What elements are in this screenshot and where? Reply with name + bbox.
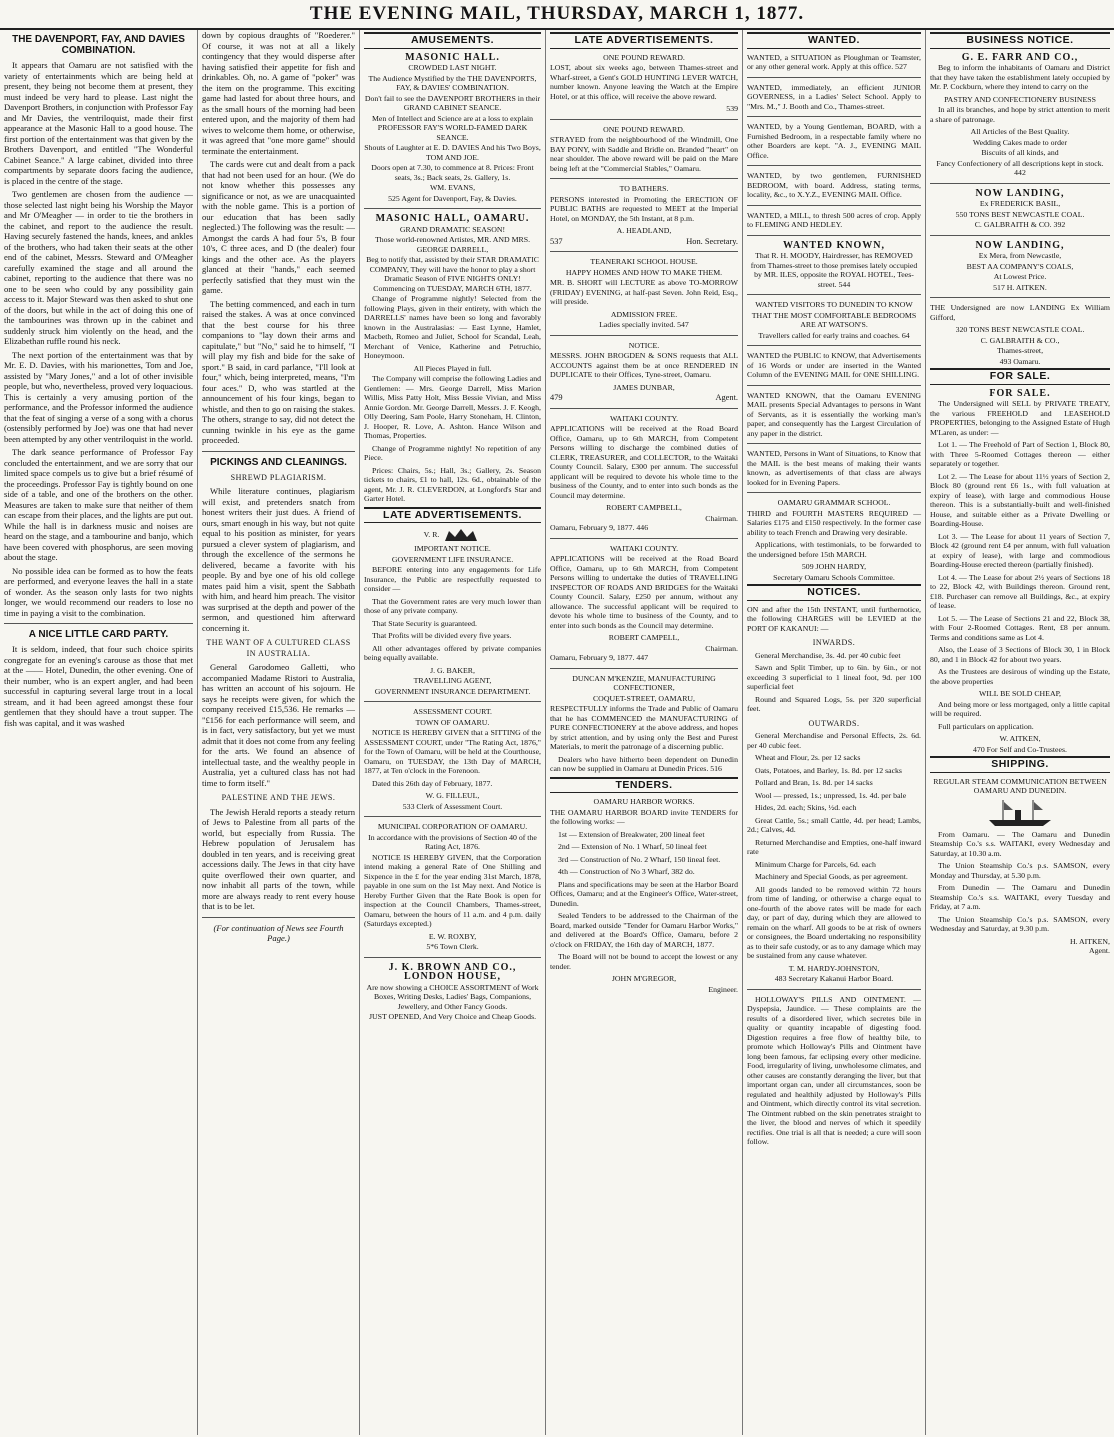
ad-footer: Travellers called for early trains and coaches. 64 xyxy=(758,330,910,340)
ad-title: ONE POUND REWARD. xyxy=(603,52,685,62)
article-paragraph: down by copious draughts of "Roederer." Of course, it was not at all a likely contingency that they would disperse after having satisfied their appetite for fish and drinkables. Oh, no. A game of "poker" was the item on the programme. This exciting game had lasted for about three hours, and as the small hours of the morning had been entered upon, and the majority of them had wives to welcome them home, or otherwise, it was agreed that "one more game" should terminate the entertainment. xyxy=(202,30,355,156)
holloway-ad: HOLLOWAY'S PILLS AND OINTMENT. — Dyspepsia, Jaundice. — These complaints are the results of a disordered liver, which secretes bile in quality or quantity incapable of digesting food. Digestion requires a free flow of healthy bile, to promote which Holloway's Pills and Ointment have long been famous, far eclipsing every other medicine. Food, irregularity of living, unwholesome climates, and other causes are constantly deranging the liver, but that important organ can, under all circumstances, soon be regulated and healthily adjusted by Holloway's Pills and Ointment, which directly control its vital secretion. The Ointment rubbed on the skin penetrates straight to the liver, the blood and nerves of which it speedily rectifies. One trial is all that is needed; a cure will soon follow. xyxy=(747,994,921,1146)
shipping-item: The Union Steamship Co.'s p.s. SAMSON, every Monday and Thursday, at 5.30 p.m. xyxy=(930,861,1110,880)
ad-signature: A. HEADLAND, xyxy=(616,226,672,235)
ad-title: OAMARU GRAMMAR SCHOOL. xyxy=(777,498,891,507)
ad-text: The Company will comprise the following Ladies and Gentlemen: — Mrs. George Darrell, Miss Marion Willis, Miss Patty Holt, Miss Bessie Vivian, and Miss Annie Gordon. Mr. George Darrell, Messrs. J. F. Keogh, Olly Deering, Sam Poole, Harry Stoneham, H. Clinton, J. Hooper, R. Love, A. Ashton. Hance Wilson and Thomas, Properties. xyxy=(364,374,541,440)
ad-signature: W. G. FILLEUL, xyxy=(425,791,480,800)
ad-role: Hon. Secretary. xyxy=(686,236,738,246)
ad-subtitle: CROWDED LAST NIGHT. xyxy=(408,63,497,72)
ad-title: TO BATHERS. xyxy=(619,184,669,193)
ad-text: Men of Intellect and Science are at a loss to explain PROFESSOR FAY'S WORLD-FAMED DARK SEANCE. xyxy=(371,113,534,142)
masthead: THE EVENING MAIL, THURSDAY, MARCH 1, 1877. xyxy=(0,0,1114,30)
article-paragraph: No possible idea can be formed as to how the feats are performed, and everyone leaves the hall in a state of wonder. As the season only lasts for two nights longer, we would recommend our readers to lose no time in paying a visit to the combination. xyxy=(4,565,193,618)
ad-role: Agent. xyxy=(1088,946,1110,955)
divider xyxy=(930,235,1110,236)
notice-subhead: INWARDS. xyxy=(812,638,856,647)
section-header-tenders: TENDERS. xyxy=(550,777,738,794)
tender-item: 2nd — Extension of No. 1 Wharf, 50 lineal feet xyxy=(558,842,707,851)
notice-item: Hides, 2d. each; Skins, ½d. each xyxy=(755,803,857,812)
ad-text: THIRD and FOURTH MASTERS REQUIRED — Salaries £175 and £150 respectively. In the former case ability to teach French and Drawing very desirable. xyxy=(747,508,921,537)
sale-lot: Lot 3. — The Lease for about 11 years of Section 7, Block 42 (ground rent £4 per annum, with full valuation at expiry of lease), with large and commodious Boarding-House erected thereon (partially finished). xyxy=(930,531,1110,569)
article-headline: THE DAVENPORT, FAY, AND DAVIES COMBINATION. xyxy=(12,34,185,56)
ad-text: BEFORE entering into any engagements for Life Insurance, the Public are respectfully requested to consider — xyxy=(364,565,541,593)
article-paragraph: The Jewish Herald reports a steady return of Jews to Palestine from all parts of the world, but especially from Russia. The Hebrew population of Jerusalem has doubled in ten years, and is receiving great accessions daily. The Jews in that city have quite overflowed their own quarter, and now inhabit all parts of the town, while more are always ready to rent every house that is to be let. xyxy=(202,806,355,911)
ad-text: At Lowest Price. xyxy=(993,272,1047,281)
ad-role: Chairman. xyxy=(705,513,738,523)
ad-text: MR. B. SHORT will LECTURE as above TO-MORROW (FRIDAY) EVENING, at half-past Seven. John Reid, Esq., will preside. xyxy=(550,278,738,306)
ad-text: APPLICATIONS will be received at the Road Board Office, Oamaru, up to 6th MARCH, from Competent Persons willing to undertake the duties of TRAVELLING INSPECTOR OF ROADS AND BRIDGES for the Waitaki County Council. Salary, £250 per annum, without any allowance. The successful applicant will be required to devote his whole time to business of the County, and to enter into such bonds as the Council may determine. xyxy=(550,554,738,630)
divider xyxy=(4,623,193,624)
wanted-ad: THAT THE MOST COMFORTABLE BEDROOMS ARE AT WATSON'S. xyxy=(751,310,917,329)
ad-text: As the Trustees are desirous of winding up the Estate, the above properties xyxy=(930,667,1110,686)
notice-item: Wool — pressed, 1s.; unpressed, 1s. 4d. per bale xyxy=(755,790,907,800)
ad-text: 320 TONS BEST NEWCASTLE COAL. xyxy=(955,325,1085,334)
wanted-ad: That R. H. MOODY, Hairdresser, has REMOVED from Thames-street to those premises lately occupied by MR. ILES, opposite the ROYAL HOTEL, Tees-street. 544 xyxy=(750,251,918,289)
ad-signature: JOHN M'GREGOR, xyxy=(611,974,677,983)
ad-title: NOW LANDING, xyxy=(975,187,1065,199)
notice-item: Great Cattle, 5s.; small Cattle, 4d. per head; Lambs, 2d.; Calves, 4d. xyxy=(747,815,921,834)
ad-title: OAMARU HARBOR WORKS. xyxy=(593,797,695,806)
ad-text: Wedding Cakes made to order xyxy=(972,137,1068,147)
ad-text: Shouts of Laughter at E. D. DAVIES And his Two Boys, TOM AND JOE. xyxy=(364,143,541,162)
section-header-notices: NOTICES. xyxy=(747,584,921,601)
notice-item: Wheat and Flour, 2s. per 12 sacks xyxy=(755,753,861,762)
column-6 xyxy=(926,30,1114,1435)
divider xyxy=(550,335,738,336)
ad-date: Oamaru, February 9, 1877. 447 xyxy=(550,653,649,662)
divider xyxy=(747,294,921,295)
divider xyxy=(747,385,921,386)
divider xyxy=(930,297,1110,298)
ad-text: That Profits will be divided every five years. xyxy=(372,631,512,640)
sale-lot: Lot 1. — The Freehold of Part of Section 1, Block 80, with Three 5-Roomed Cottages thereon — either separately or together. xyxy=(930,440,1110,468)
notice-text: All goods landed to be removed within 72 hours from time of landing, or otherwise a charge equal to one-fourth of the above rates will be made for each day, or part of day, during which they are allowed to remain on the wharf. All goods to be at risk of owners or consignees, the Board undertaking no responsibility as to their safe custody, or as to any damage which may be sustained from any cause whatever. xyxy=(747,884,921,960)
ad-subtitle: GOVERNMENT LIFE INSURANCE. xyxy=(391,554,514,564)
ad-text: That State Security is guaranteed. xyxy=(372,618,478,628)
article-subhead: THE WANT OF A CULTURED CLASS IN AUSTRALIA. xyxy=(206,638,351,658)
ad-text: RESPECTFULLY informs the Trade and Public of Oamaru that he has COMMENCED the MANUFACTURING of PURE CONFECTIONERY at the above address, and hopes by strict attention, and by using only the Best and Purest Materials, to merit the patronage of a discerning public. xyxy=(550,704,738,751)
ad-text: That the Government rates are very much lower than those of any private company. xyxy=(364,596,541,615)
ad-subtitle: GRAND DRAMATIC SEASON! xyxy=(399,224,506,234)
notice-item: Sawn and Split Timber, up to 6in. by 6in., or not exceeding 3 superficial to 1 lineal foot, 9d. per 100 superficial feet xyxy=(747,663,921,691)
ad-title: NOTICE. xyxy=(628,340,660,350)
ad-footer: 493 Oamaru. xyxy=(999,356,1041,366)
ad-signature: JAMES DUNBAR, xyxy=(613,382,675,392)
divider xyxy=(364,208,541,209)
section-header-late-ads: LATE ADVERTISEMENTS. xyxy=(550,32,738,49)
ad-number: 537 xyxy=(550,236,563,246)
ad-signature: ROBERT CAMPELL, xyxy=(608,633,680,642)
section-header-late-ads: LATE ADVERTISEMENTS. xyxy=(364,507,541,524)
wanted-ad: WANTED, by two gentlemen, FURNISHED BEDROOM, with board. Address, stating terms, locality, &c., to X.Y.Z., EVENING MAIL Office. xyxy=(747,171,921,199)
notice-item: Round and Squared Logs, 5s. per 320 superficial feet. xyxy=(747,694,921,713)
ad-text: THE Undersigned are now LANDING Ex William Gifford, xyxy=(930,303,1110,322)
divider xyxy=(747,345,921,346)
column-4 xyxy=(546,30,743,1435)
ad-text: MESSRS. JOHN BROGDEN & SONS requests that ALL ACCOUNTS against them be at once RENDERED IN DUPLICATE to their Offices, Tyne-street, Oamaru. xyxy=(550,351,738,379)
notice-text: ON and after the 15th INSTANT, until furthernotice, the following CHARGES will be LEVIED at the PORT OF KAKANUI: — xyxy=(747,604,921,633)
ad-text: ADMISSION FREE. xyxy=(610,309,678,319)
shipping-item: From Oamaru. — The Oamaru and Dunedin Steamship Co.'s s.s. WAITAKI, every Wednesday and Saturday, at 10.30 a.m. xyxy=(930,829,1110,858)
ad-signature: TRAVELLING AGENT, xyxy=(413,676,492,685)
ad-date: Oamaru, February 9, 1877. 446 xyxy=(550,523,649,532)
section-header-shipping: SHIPPING. xyxy=(930,756,1110,773)
notice-item: Returned Merchandise and Empties, one-half inward rate xyxy=(747,837,921,856)
ad-signature: T. M. HARDY-JOHNSTON, xyxy=(788,963,880,973)
ad-role: Secretary Oamaru Schools Committee. xyxy=(773,572,895,582)
ad-text: Those world-renowned Artistes, MR. AND MRS. GEORGE DARRELL, xyxy=(374,235,531,254)
ad-text: Prices: Chairs, 5s.; Hall, 3s.; Gallery, 2s. Season tickets to chairs, £1 to hall, 12s. 6d., obtainable of the agent, Mr. J. R. CLEVERDON, at Longford's Star and Garter Hotel. xyxy=(364,465,541,503)
sale-lot: Lot 5. — The Lease of Sections 21 and 22, Block 38, with Four 2-Roomed Cottages. Rent, £8 per annum. Terms and conditions same as Lot 4. xyxy=(930,613,1110,642)
article-paragraph: While literature continues, plagiarism will exist, and pretenders snatch from honest writers their just dues. A friend of ours, smart enough in his way, but not quite equal to his position as minister, for years pursued a clever system of plagiarism, and through the excellence of the sermons he delivered, became a favorite with his people. By and bye one of his old college mates paid him a visit, spent the Sabbath with him, and heard him preach. The visitor was surprised at the depth and power of the sermon, and questioned him afterward concerning it. xyxy=(202,486,355,633)
continuation-note: (For continuation of News see Fourth Page.) xyxy=(213,922,344,943)
divider xyxy=(747,443,921,444)
ad-role: 483 Secretary Kakanui Harbor Board. xyxy=(774,974,894,983)
sale-lot: Also, the Lease of 3 Sections of Block 30, 1 in Block 80, and 1 in Block 42 for about two years. xyxy=(930,645,1110,664)
ad-text: Beg to notify that, assisted by their STAR DRAMATIC COMPANY, They will have the honor to play a short Dramatic Season of FIVE NIGHTS ONLY! Commencing on TUESDAY, MARCH 6TH, 1877. xyxy=(366,255,539,293)
article-subhead: SHREWD PLAGIARISM. xyxy=(230,472,327,482)
sale-lot: Lot 4. — The Lease for about 2½ years of Sections 18 to 22, Block 42, with Buildings thereon. Ground rent, £18. Purchaser can remove all Buildings, &c., at expiry of lease. xyxy=(930,572,1110,610)
ad-text: JUST OPENED, And Very Choice and Cheap Goods. xyxy=(368,1012,537,1021)
section-header-for-sale: FOR SALE. xyxy=(930,368,1110,385)
ad-text: 550 TONS BEST NEWCASTLE COAL. xyxy=(955,209,1085,219)
ad-title: WANTED VISITORS TO DUNEDIN TO KNOW xyxy=(755,300,913,309)
ad-subtitle: TOWN OF OAMARU. xyxy=(415,717,490,727)
ad-signature: C. GALBRAITH & CO. 392 xyxy=(974,220,1066,229)
divider xyxy=(747,492,921,493)
divider xyxy=(202,917,355,918)
sale-lot: Lot 2. — The Lease for about 11½ years of Section 2, Block 80 (ground rent £6 1s., with full valuation at expiry of lease), with large and commodious House thereon. This is a substantially-built and well-finished House, and suitable either as a Private Dwelling or Boarding-House. xyxy=(930,471,1110,528)
article-paragraph: It is seldom, indeed, that four such choice spirits congregate for an evening's carouse as those that met at the —— Hotel, Dunedin, the other evening. One of their number, who is an expert angler, and had been successful in capturing several large trout in a local stream, and it had been agreed amongst these four gentlemen that they should have a trout supper. The fish was capital, and it was washed xyxy=(4,644,193,728)
article-paragraph: The betting commenced, and each in turn raised the stakes. A was at once convinced that the best course for his three companions to "lay down their arms and capitulate," but "No," said he to himself, "I will play my fish and bide for the sake of sport." B said, in card parlance, "I'll look at four," which, being interpreted, means, "I'm four aces." D, who was startled at the announcement of his four kings, began to whistle, and then to go on raising the stakes. The others, strange to say, did not detect the cunning twinkle in his eye as the game proceeded. xyxy=(202,298,355,445)
shipping-item: From Dunedin — The Oamaru and Dunedin Steamship Co.'s s.s. WAITAKI, every Tuesday and Friday, at 7 a.m. xyxy=(930,883,1110,911)
ad-signature: 509 JOHN HARDY, xyxy=(801,562,867,571)
ad-title: ASSESSMENT COURT. xyxy=(413,707,492,716)
ad-text: All Articles of the Best Quality. xyxy=(970,127,1070,136)
shipping-item: The Union Steamship Co.'s p.s. SAMSON, every Wednesday and Saturday, at 9.30 p.m. xyxy=(930,914,1110,933)
ad-text: THE OAMARU HARBOR BOARD invite TENDERS for the following works: — xyxy=(550,807,738,826)
ad-number: 539 xyxy=(726,104,738,113)
ad-role: Engineer. xyxy=(708,984,738,994)
ad-signature: C. GALBRAITH & CO., xyxy=(980,335,1060,345)
article-paragraph: The next portion of the entertainment was that by Mr. E. D. Davies, with his marionettes, Tom and Joe, assisted by "Mary Jones," and a lot of other invisible people, but who, nevertheless, proved very loquacious. This is certainly a very amusing portion of the performance, and the Professor informed the audience that the feat of singing a verse of a song with a chorus (ostensibly performed by Joe) was one that had never been attempted by any other ventriloquist in the world. xyxy=(4,349,194,444)
article-paragraph: General Garodomeo Galletti, who accompanied Madame Ristori to Australia, has written an account of his sojourn. He says he receipts were given, for which the company received £15,536. He remarks — "£156 for each performance will seem, and is in fact, very satisfactory, but yet we must admit that it does not come from any feeling for the arts. We found an absence of intellectual taste, and the wealthy people in Australia, yet a cultured class has not had time to form itself." xyxy=(202,662,355,788)
crown-icon xyxy=(441,527,481,543)
column-5 xyxy=(743,30,926,1435)
ad-text: Thames-street, xyxy=(996,346,1044,355)
ad-text: Fancy Confectionery of all descriptions kept in stock. 442 xyxy=(936,158,1104,177)
ad-text: And being more or less mortgaged, only a little capital will be required. xyxy=(930,699,1110,718)
notice-item: Minimum Charge for Parcels, 6d. each xyxy=(755,859,876,869)
ad-title: NOW LANDING, xyxy=(975,239,1065,251)
ad-text: NOTICE IS HEREBY GIVEN, that the Corporation intend making a general Rate of One Shilling and Sixpence in the £ for the year ending 31st March, 1878, payable in one sum on the 1st May next. And Notice is Hereby Further Given that the Rate Book is open for inspection at the Council Chambers, Thames-street, Oamaru, between the hours of 11 a.m. and 4 p.m. daily (Saturdays excepted.) xyxy=(364,852,541,928)
notice-item: General Merchandise, 3s. 4d. per 40 cubic feet xyxy=(755,650,901,660)
divider xyxy=(550,251,738,252)
article-paragraph: The dark seance performance of Professor Fay concluded the entertainment, and we are sorry that our limited space compels us to give but a brief résumé of the proceedings. Professor Fay is tightly bound on one side of a table, and one of the brothers on the other. Measures are taken to make sure that neither of them can escape from their places, and the lights are put out. While the hall is in darkness music and noises are heard on the stage, and a tambourine and banjo, which have been covered with phosphorus, are seen moving about the stage. xyxy=(4,447,193,562)
ad-vr-text: V. R. xyxy=(423,529,440,539)
ad-text: The Audience Mystified by the THE DAVENPORTS, FAY, & DAVIES' COMBINATION. xyxy=(368,73,537,92)
ad-text: BEST AA COMPANY'S COALS, xyxy=(966,261,1074,271)
ad-footer-row xyxy=(550,237,738,247)
ad-signature: 517 H. AITKEN. xyxy=(993,282,1047,292)
ad-title: ONE POUND REWARD. xyxy=(603,124,685,134)
wanted-ad: WANTED the PUBLIC to KNOW, that Advertisements of 16 Words or under are inserted in the Wanted Column of the EVENING MAIL for ONE SHILLING. xyxy=(747,351,921,379)
notice-item: General Merchandise and Personal Effects, 2s. 6d. per 40 cubic feet. xyxy=(747,731,921,750)
ad-title: MASONIC HALL, OAMARU. xyxy=(375,213,530,224)
section-headline: PICKINGS AND CLEANINGS. xyxy=(210,456,347,468)
ad-text: APPLICATIONS will be received at the Road Board Office, Oamaru, up to 6th MARCH, from Competent Persons willing to discharge the combined duties of CLERK, TREASURER, and COLLECTOR, to the Waitaki County Council. Salary, £300 per annum. The successful applicant will be required to devote his whole time to the business of the County, and to enter into such bonds as the Council may determine. xyxy=(550,424,738,500)
ad-text: Don't fail to see the DAVENPORT BROTHERS in their GRAND CABINET SEANCE. xyxy=(364,93,541,112)
ad-footer: Ladies specially invited. 547 xyxy=(599,320,689,329)
article-paragraph: Two gentlemen are chosen from the audience — those selected last night being his Worship the Mayor and Mr O'Meagher — in order to tie the brothers in the cabinet, and report to the audience the result. Having securely fastened the hands, knees, and ankles of the brothers, who had taken their seats at the other end of the cabinet, Messrs. Steward and O'Meagher carefully examined the stage and all around the cabinet, reporting to the audience that there was no one to be seen who could by any possibility gain access to it. Major Steward was then asked to shut one of the doors, but while in the act of doing this one of the tambourines was thrown up in the cabinet and suddenly struck him violently on the head, and the Elizabethan ruffle round his neck. xyxy=(4,189,193,346)
ad-text: Sealed Tenders to be addressed to the Chairman of the Board, marked outside "Tender for Oamaru Harbor Works," and delivered at the Board's Office, Oamaru, before 2 o'clock on FRIDAY, the 16th day of MARCH, 1877. xyxy=(550,911,738,949)
column-2 xyxy=(198,30,360,1435)
divider xyxy=(747,77,921,78)
ad-text: PASTRY AND CONFECTIONERY BUSINESS xyxy=(944,94,1096,104)
tender-item: 3rd — Construction of No. 2 Wharf, 150 lineal feet. xyxy=(558,854,721,864)
ad-title: WAITAKI COUNTY. xyxy=(609,413,679,423)
ad-signature: WM. EVANS, xyxy=(429,183,476,192)
divider xyxy=(364,816,541,817)
tender-item: 4th — Construction of No 3 Wharf, 382 do. xyxy=(558,867,695,876)
ad-text: Change of Programme nightly! Selected from the following Plays, given in their entirety, with which the DARRELLS' names have been so long and favorably known in the Australasias: — East Lynne, Hamlet, Macbeth, Romeo and Juliet, School for Scandal, Leah, Merchant of Venice, Katherine and Petruchio, Honeymoon. xyxy=(364,294,541,360)
notice-item: Machinery and Special Goods, as per agreement. xyxy=(755,872,908,881)
ad-title: FOR SALE. xyxy=(989,387,1051,399)
wanted-ad: WANTED, Persons in Want of Situations, to Know that the MAIL is the best means of making their wants known, as advertisements of that class are always looked for in Evening Papers. xyxy=(747,449,921,487)
divider xyxy=(550,538,738,539)
section-header-wanted: WANTED. xyxy=(747,32,921,49)
divider xyxy=(930,183,1110,184)
wanted-ad: WANTED, immediately, an efficient JUNIOR GOVERNESS, in a Ladies' Select School. Apply to "Mrs. M.," J. Booth and Co., Thames-street. xyxy=(747,82,921,111)
divider xyxy=(550,178,738,179)
ad-title: WAITAKI COUNTY. xyxy=(609,543,679,553)
ad-subtitle: HAPPY HOMES AND HOW TO MAKE THEM. xyxy=(565,267,723,277)
section-header-amusements: AMUSEMENTS. xyxy=(364,32,541,49)
tender-item: 1st — Extension of Breakwater, 200 lineal feet xyxy=(558,829,705,839)
ad-role: Chairman. xyxy=(705,643,738,653)
ad-text: Biscuits of all kinds, and xyxy=(981,148,1059,157)
divider xyxy=(747,116,921,117)
ad-text: Applications, with testimonials, to be forwarded to the undersigned before 15th MARCH. xyxy=(747,540,921,559)
ad-title: MUNICIPAL CORPORATION OF OAMARU. xyxy=(377,822,528,831)
ad-signature: J. G. BAKER, xyxy=(430,665,475,675)
divider xyxy=(364,701,541,702)
ad-text: STRAYED from the neighbourhood of the Windmill, One BAY PONY, with Saddle and Bridle on. Branded "heart" on near shoulder. The above reward will be paid on the Mare being left at the "Commercial Stables," Oamaru. xyxy=(550,135,738,173)
article-headline: A NICE LITTLE CARD PARTY. xyxy=(28,629,169,640)
ad-text: PERSONS interested in Promoting the ERECTION OF PUBLIC BATHS are requested to MEET at the Imperial Hotel, on MONDAY, the 5th Instant, at 8 p.m. xyxy=(550,194,738,223)
ad-text: Ex Mera, from Newcastle, xyxy=(978,251,1062,260)
ad-vr xyxy=(364,527,541,543)
ad-text: All other advantages offered by private companies being equally available. xyxy=(364,643,541,662)
ad-title: J. K. BROWN AND CO., LONDON HOUSE, xyxy=(388,961,517,982)
ad-text: Dealers who have hitherto been dependent on Dunedin can now be supplied in Oamaru at Dunedin Prices. 516 xyxy=(550,754,738,773)
ad-footer: 5*6 Town Clerk. xyxy=(426,942,479,951)
divider xyxy=(747,165,921,166)
divider xyxy=(550,408,738,409)
divider xyxy=(747,205,921,206)
wanted-ad: WANTED, by a Young Gentleman, BOARD, with a Furnished Bedroom, in a respectable family where no other Boarders are kept. "A. J., EVENING MAIL Office. xyxy=(747,122,921,160)
ad-signature: H. AITKEN, xyxy=(1069,936,1110,946)
ad-title: TEANERAKI SCHOOL HOUSE. xyxy=(590,257,698,266)
ad-title: REGULAR STEAM COMMUNICATION BETWEEN OAMARU AND DUNEDIN. xyxy=(933,776,1107,795)
ad-signature: ROBERT CAMPBELL, xyxy=(606,503,682,512)
ad-text: NOTICE IS HEREBY GIVEN that a SITTING of the ASSESSMENT COURT, under "The Rating Act, 1876," for the Town of Oamaru, will be held at the Courthouse, Oamaru, on TUESDAY, the 13th Day of MARCH, 1877, at Ten o'clock in the Forenoon. xyxy=(364,728,541,775)
column-3 xyxy=(360,30,546,1435)
ad-title: DUNCAN M'KENZIE, MANUFACTURING CONFECTIONER, xyxy=(572,673,716,692)
ad-footer-row xyxy=(550,393,738,403)
ad-text: Are now showing a CHOICE ASSORTMENT of Work Boxes, Writing Desks, Ladies' Bags, Companions, Jewellery, and Other Fancy Goods. xyxy=(366,982,539,1011)
ad-title: WANTED KNOWN, xyxy=(783,239,885,251)
ad-role: Agent. xyxy=(715,393,738,402)
ad-text: In accordance with the provisions of Section 40 of the Rating Act, 1876. xyxy=(368,832,537,851)
article-subhead: PALESTINE AND THE JEWS. xyxy=(221,793,336,802)
divider xyxy=(550,119,738,120)
article-paragraph: The cards were cut and dealt from a pack that had not been used for an hour. (We do not know whether this possesses any significance or not, as we are unacquainted with the noble game. This is a portion of our education that has been sadly neglected.) The following was the result: — Amongst the cards A had four 5's, B four 10's, C three aces, and D (the dealer) four kings and the other ace. As the players glanced at their "hands," each seemed perfectly satisfied that they must win the game. xyxy=(202,159,355,295)
ad-number: 479 xyxy=(550,393,563,402)
column-1 xyxy=(0,30,198,1435)
ad-text: Dated this 26th day of February, 1877. xyxy=(372,778,493,788)
divider xyxy=(202,451,355,452)
ad-text: Doors open at 7.30, to commence at 8. Prices: Front seats, 3s.; Back seats, 2s. Gallery, 1s. xyxy=(371,163,534,182)
notice-item: Oats, Potatoes, and Barley, 1s. 8d. per 12 sacks xyxy=(755,765,902,775)
wanted-ad: WANTED, a MILL, to thresh 500 acres of crop. Apply to FLEMING AND HEDLEY. xyxy=(747,210,921,229)
ad-signature: W. AITKEN, xyxy=(999,734,1041,743)
divider xyxy=(747,989,921,990)
ad-text: Full particulars on application. xyxy=(938,721,1034,731)
divider xyxy=(550,668,738,669)
ad-text: Change of Programme nightly! No repetition of any Piece. xyxy=(364,443,541,462)
ad-text: The Board will not be bound to accept the lowest or any tender. xyxy=(550,952,738,971)
notice-item: Pollard and Bran, 1s. 8d. per 14 sacks xyxy=(755,778,873,787)
ad-signature: GOVERNMENT INSURANCE DEPARTMENT. xyxy=(374,686,531,696)
ad-text: All Pieces Played in full. xyxy=(413,363,492,373)
wanted-ad: WANTED KNOWN, that the Oamaru EVENING MAIL presents Special Advantages to persons in Want of Servants, as it is essentially the working man's paper, and consequently has the Largest Circulation of any paper in the district. xyxy=(747,390,921,438)
article-paragraph: It appears that Oamaru are not satisfied with the variety of entertainments which are being held at present, they being not become them at present, they must indeed be very hard to please. Last night the Davenport Brothers, in conjunction with Professor Fay and Mr Davies, the ventriloquist, made their first appearance at the Masonic Hall to a good house. The first portion of the entertainment was that given by the Brothers Davenport, and entitled "The Wonderful Cabinet Seance." A large cabinet, divided into three compartments by separate doors facing the audience, is placed in the centre of the stage. xyxy=(4,60,193,186)
ad-footer: 525 Agent for Davenport, Fay, & Davies. xyxy=(388,193,517,203)
ad-signature: E. W. ROXBY, xyxy=(428,931,477,941)
divider xyxy=(747,235,921,236)
ad-text: WILL BE SOLD CHEAP, xyxy=(978,689,1061,698)
ad-text: In all its branches, and hope by strict attention to merit a share of patronage. xyxy=(930,105,1110,124)
section-header-business: BUSINESS NOTICE. xyxy=(930,32,1110,49)
notice-subhead: OUTWARDS. xyxy=(808,718,860,728)
ad-title: MASONIC HALL. xyxy=(405,51,500,63)
ad-title: IMPORTANT NOTICE. xyxy=(414,544,491,553)
ad-title: G. E. FARR AND CO., xyxy=(961,51,1079,63)
wanted-ad: WANTED, a SITUATION as Ploughman or Teamster, or any other general work. Apply at this office. 527 xyxy=(747,52,921,71)
divider xyxy=(364,957,541,958)
steamship-icon xyxy=(985,798,1055,828)
ad-footer: 533 Clerk of Assessment Court. xyxy=(402,801,503,811)
ad-text: Plans and specifications may be seen at the Harbor Board Offices, Oamaru; and at the Engineer's Office, Water-street, Dunedin. xyxy=(550,879,738,908)
ad-text: The Undersigned will SELL by PRIVATE TREATY, the various FREEHOLD and LEASEHOLD PROPERTIES, belonging to the Assigned Estate of Hugh M'Laren, as under: — xyxy=(930,399,1110,437)
ad-text: Beg to inform the inhabitants of Oamaru and District that they have taken the establishment lately occupied by Mr. P. Cockburn, where they intend to carry on the xyxy=(930,63,1110,91)
ad-text: Ex FREDERICK BASIL, xyxy=(979,199,1061,208)
ad-footer: 470 For Self and Co-Trustees. xyxy=(973,744,1067,754)
ad-subtitle: COQUET-STREET, OAMARU, xyxy=(592,693,695,703)
ad-text: LOST, about six weeks ago, between Thames-street and Wharf-street, a Gent's GOLD HUNTING LEVER WATCH, number known. Anyone leaving the Watch at the Empire Hotel, or at this office, will receive the above reward. xyxy=(550,63,738,101)
